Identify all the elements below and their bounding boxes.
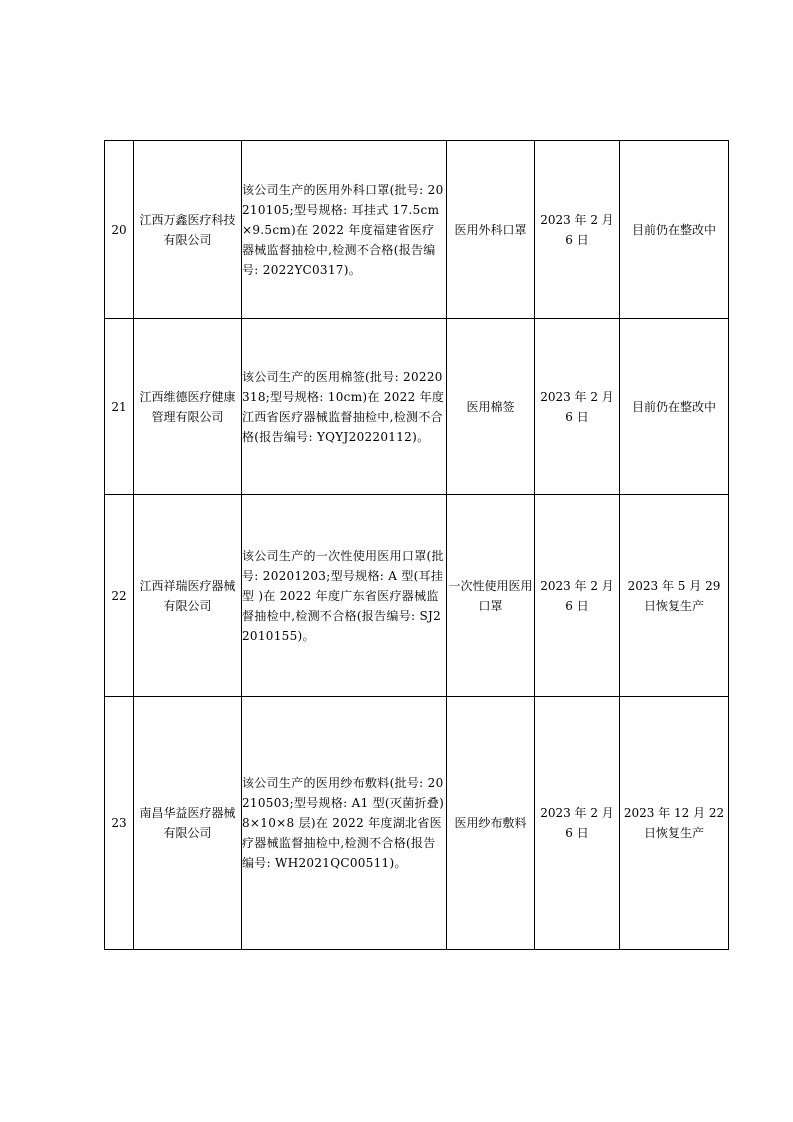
violation-description: 该公司生产的医用外科口罩(批号: 20210105;型号规格: 耳挂式 17.5cm×9.5cm)在 2022 年度福建省医疗器械监督抽检中,检测不合格(报告编号: 2022YC0317)。 [242,141,447,319]
rectification-status: 目前仍在整改中 [620,319,729,495]
violation-description: 该公司生产的医用棉签(批号: 20220318;型号规格: 10cm)在 2022 年度江西省医疗器械监督抽检中,检测不合格(报告编号: YQYJ20220112)。 [242,319,447,495]
company-name: 江西维德医疗健康管理有限公司 [134,319,242,495]
rectification-status: 2023 年 5 月 29 日恢复生产 [620,495,729,697]
record-date: 2023 年 2 月 6 日 [535,495,620,697]
product-name: 医用纱布敷料 [447,697,535,950]
records-table [104,140,729,950]
row-number: 22 [105,495,134,697]
violation-description: 该公司生产的一次性使用医用口罩(批号: 20201203;型号规格: A 型(耳挂型 )在 2022 年度广东省医疗器械监督抽检中,检测不合格(报告编号: SJ22010155)。 [242,495,447,697]
violation-description: 该公司生产的医用纱布敷料(批号: 20210503;型号规格: A1 型(灭菌折叠)8×10×8 层)在 2022 年度湖北省医疗器械监督抽检中,检测不合格(报告编号: WH2021QC00511)。 [242,697,447,950]
table-row [105,319,729,495]
record-date: 2023 年 2 月 6 日 [535,319,620,495]
table-row [105,697,729,950]
rectification-status: 2023 年 12 月 22 日恢复生产 [620,697,729,950]
rectification-status: 目前仍在整改中 [620,141,729,319]
row-number: 20 [105,141,134,319]
record-date: 2023 年 2 月 6 日 [535,697,620,950]
company-name: 江西万鑫医疗科技有限公司 [134,141,242,319]
company-name: 江西祥瑞医疗器械有限公司 [134,495,242,697]
row-number: 23 [105,697,134,950]
table-row [105,141,729,319]
product-name: 医用外科口罩 [447,141,535,319]
table-row [105,495,729,697]
row-number: 21 [105,319,134,495]
record-date: 2023 年 2 月 6 日 [535,141,620,319]
product-name: 一次性使用医用口罩 [447,495,535,697]
company-name: 南昌华益医疗器械有限公司 [134,697,242,950]
product-name: 医用棉签 [447,319,535,495]
